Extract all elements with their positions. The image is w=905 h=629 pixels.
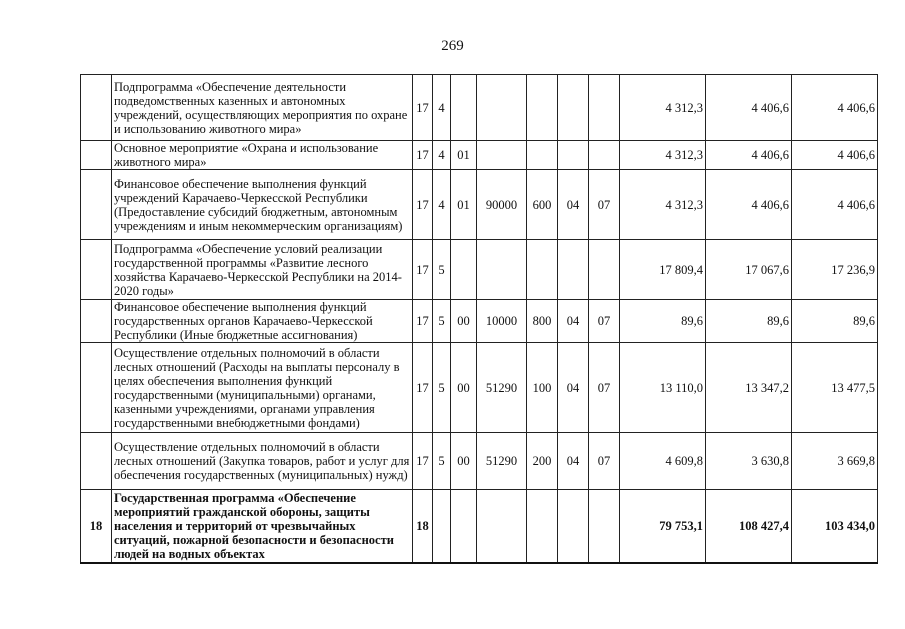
amount-year-1: 4 312,3 — [620, 141, 706, 170]
row-number — [81, 300, 112, 343]
row-name: Подпрограмма «Обеспечение деятельности подведомственных казенных и автономных учреждений, осуществляющих мероприятия по охране и использованию животного мира» — [112, 75, 413, 141]
code-section — [558, 141, 589, 170]
code-main-measure — [451, 490, 477, 563]
code-main-measure: 00 — [451, 300, 477, 343]
code-direction — [477, 240, 527, 300]
code-section — [558, 240, 589, 300]
code-section: 04 — [558, 343, 589, 433]
code-expense-type — [527, 240, 558, 300]
code-direction: 51290 — [477, 433, 527, 490]
amount-year-2: 13 347,2 — [706, 343, 792, 433]
amount-year-1: 89,6 — [620, 300, 706, 343]
code-main-measure: 00 — [451, 343, 477, 433]
row-number — [81, 240, 112, 300]
code-direction: 10000 — [477, 300, 527, 343]
table-row — [81, 240, 878, 300]
code-subprogram — [433, 490, 451, 563]
amount-year-3: 17 236,9 — [792, 240, 878, 300]
budget-table — [80, 74, 878, 564]
code-expense-type — [527, 75, 558, 141]
amount-year-3: 13 477,5 — [792, 343, 878, 433]
page-number: 269 — [441, 38, 464, 54]
code-main-measure — [451, 75, 477, 141]
amount-year-2: 3 630,8 — [706, 433, 792, 490]
code-program: 17 — [413, 343, 433, 433]
table-row — [81, 300, 878, 343]
code-main-measure: 01 — [451, 141, 477, 170]
row-name: Подпрограмма «Обеспечение условий реализации государственной программы «Развитие лесного хозяйства Карачаево-Черкесской Республики на 2014-2020 годы» — [112, 240, 413, 300]
code-section — [558, 75, 589, 141]
code-program: 17 — [413, 300, 433, 343]
table-body — [81, 75, 878, 563]
code-section: 04 — [558, 300, 589, 343]
code-expense-type — [527, 141, 558, 170]
row-name: Основное мероприятие «Охрана и использование животного мира» — [112, 141, 413, 170]
row-number: 18 — [81, 490, 112, 563]
amount-year-2: 4 406,6 — [706, 170, 792, 240]
amount-year-1: 4 312,3 — [620, 170, 706, 240]
amount-year-2: 108 427,4 — [706, 490, 792, 563]
table-row — [81, 343, 878, 433]
amount-year-3: 4 406,6 — [792, 75, 878, 141]
code-section: 04 — [558, 433, 589, 490]
code-expense-type: 200 — [527, 433, 558, 490]
code-main-measure: 00 — [451, 433, 477, 490]
amount-year-1: 4 609,8 — [620, 433, 706, 490]
code-subprogram: 5 — [433, 240, 451, 300]
code-subprogram: 4 — [433, 75, 451, 141]
table-row — [81, 75, 878, 141]
code-expense-type: 800 — [527, 300, 558, 343]
code-subprogram: 5 — [433, 433, 451, 490]
code-subsection — [589, 75, 620, 141]
code-subprogram: 4 — [433, 141, 451, 170]
code-direction — [477, 141, 527, 170]
code-program: 17 — [413, 141, 433, 170]
code-main-measure: 01 — [451, 170, 477, 240]
row-name: Государственная программа «Обеспечение мероприятий гражданской обороны, защиты населения и территорий от чрезвычайных ситуаций, пожарной безопасности и безопасности людей на водных объектах — [112, 490, 413, 563]
code-subprogram: 4 — [433, 170, 451, 240]
code-direction — [477, 490, 527, 563]
row-number — [81, 170, 112, 240]
row-number — [81, 75, 112, 141]
amount-year-3: 4 406,6 — [792, 141, 878, 170]
amount-year-2: 4 406,6 — [706, 141, 792, 170]
code-program: 17 — [413, 240, 433, 300]
code-program: 17 — [413, 75, 433, 141]
code-direction — [477, 75, 527, 141]
amount-year-3: 4 406,6 — [792, 170, 878, 240]
amount-year-1: 4 312,3 — [620, 75, 706, 141]
code-subsection — [589, 490, 620, 563]
code-expense-type: 600 — [527, 170, 558, 240]
code-subsection: 07 — [589, 170, 620, 240]
amount-year-3: 3 669,8 — [792, 433, 878, 490]
amount-year-1: 13 110,0 — [620, 343, 706, 433]
row-name: Финансовое обеспечение выполнения функций учреждений Карачаево-Черкесской Республики (Предоставление субсидий бюджетным, автономным учреждениям и иным некоммерческим организациям) — [112, 170, 413, 240]
code-expense-type — [527, 490, 558, 563]
amount-year-2: 4 406,6 — [706, 75, 792, 141]
code-subprogram: 5 — [433, 343, 451, 433]
amount-year-2: 17 067,6 — [706, 240, 792, 300]
code-section: 04 — [558, 170, 589, 240]
row-number — [81, 433, 112, 490]
code-subsection: 07 — [589, 433, 620, 490]
amount-year-1: 17 809,4 — [620, 240, 706, 300]
code-program: 18 — [413, 490, 433, 563]
table-row — [81, 141, 878, 170]
code-subsection: 07 — [589, 300, 620, 343]
table-row — [81, 170, 878, 240]
code-program: 17 — [413, 433, 433, 490]
code-expense-type: 100 — [527, 343, 558, 433]
code-program: 17 — [413, 170, 433, 240]
code-section — [558, 490, 589, 563]
amount-year-3: 89,6 — [792, 300, 878, 343]
code-main-measure — [451, 240, 477, 300]
amount-year-1: 79 753,1 — [620, 490, 706, 563]
code-subsection — [589, 141, 620, 170]
row-number — [81, 343, 112, 433]
code-direction: 90000 — [477, 170, 527, 240]
code-subsection — [589, 240, 620, 300]
code-direction: 51290 — [477, 343, 527, 433]
code-subprogram: 5 — [433, 300, 451, 343]
amount-year-2: 89,6 — [706, 300, 792, 343]
row-name: Осуществление отдельных полномочий в области лесных отношений (Закупка товаров, работ и услуг для обеспечения государственных (муниципальных) нужд) — [112, 433, 413, 490]
row-number — [81, 141, 112, 170]
row-name: Осуществление отдельных полномочий в области лесных отношений (Расходы на выплаты персоналу в целях обеспечения выполнения функций государственными (муниципальными) органами, казенными учреждениями, органами управления государственными внебюджетными фондами) — [112, 343, 413, 433]
amount-year-3: 103 434,0 — [792, 490, 878, 563]
table-row — [81, 433, 878, 490]
table-row — [81, 490, 878, 563]
code-subsection: 07 — [589, 343, 620, 433]
row-name: Финансовое обеспечение выполнения функций государственных органов Карачаево-Черкесской Республики (Иные бюджетные ассигнования) — [112, 300, 413, 343]
